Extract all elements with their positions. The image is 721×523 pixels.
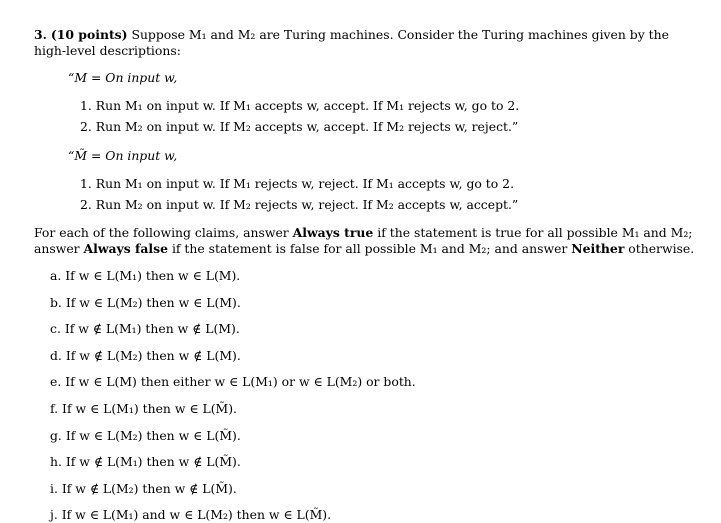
claim-text: If w ∉ L(M₂) then w ∉ L(M). xyxy=(65,348,241,363)
claim-label: j. xyxy=(50,507,58,522)
claim-c xyxy=(50,321,240,337)
claim-label: h. xyxy=(50,454,62,469)
claim-j xyxy=(50,507,331,523)
claim-g xyxy=(50,428,241,444)
claim-label: a. xyxy=(50,268,62,283)
machine-m-tilde-step-1: 1. Run M₁ on input w. If M₁ rejects w, reject. If M₁ accepts w, go to 2. xyxy=(80,176,515,191)
always-true-label: Always true xyxy=(292,225,374,240)
problem-intro-line-2: high-level descriptions: xyxy=(34,43,181,58)
claim-text: If w ∉ L(M₁) then w ∉ L(M). xyxy=(64,321,240,336)
claim-label: e. xyxy=(50,374,62,389)
problem-intro-text-1: Suppose M₁ and M₂ are Turing machines. Consider the Turing machines given by the xyxy=(131,27,669,42)
problem-number: 3. xyxy=(34,27,47,42)
instructions-line-1 xyxy=(34,225,693,241)
claim-text: If w ∉ L(M₂) then w ∉ L(M̃). xyxy=(61,481,237,496)
claim-i xyxy=(50,481,237,497)
claim-label: b. xyxy=(50,295,62,310)
instructions-text-1b: if the statement is true for all possible M₁ and M₂; xyxy=(377,225,693,240)
claim-label: g. xyxy=(50,428,62,443)
claim-text: If w ∈ L(M₂) then w ∈ L(M). xyxy=(65,295,241,310)
claim-text: If w ∉ L(M₁) then w ∉ L(M̃). xyxy=(65,454,241,469)
instructions-text-2a: answer xyxy=(34,241,80,256)
claim-a xyxy=(50,268,240,284)
claim-e xyxy=(50,374,416,390)
claim-text: If w ∈ L(M₁) then w ∈ L(M̃). xyxy=(62,401,237,416)
claim-text: If w ∈ L(M) then either w ∈ L(M₁) or w ∈ L(M₂) or both. xyxy=(65,374,416,389)
claim-text: If w ∈ L(M₁) then w ∈ L(M). xyxy=(65,268,241,283)
neither-label: Neither xyxy=(571,241,625,256)
claim-b xyxy=(50,295,241,311)
machine-m-header: “M = On input w, xyxy=(68,70,178,85)
claim-d xyxy=(50,348,241,364)
claim-label: i. xyxy=(50,481,58,496)
instructions-line-2 xyxy=(34,241,694,257)
claim-label: d. xyxy=(50,348,62,363)
claim-label: c. xyxy=(50,321,61,336)
machine-m-tilde-header: “M̃ = On input w, xyxy=(68,148,178,163)
instructions-text-1a: For each of the following claims, answer xyxy=(34,225,289,240)
problem-intro-line-1 xyxy=(34,27,669,43)
machine-m-step-1: 1. Run M₁ on input w. If M₁ accepts w, accept. If M₁ rejects w, go to 2. xyxy=(80,98,520,113)
claim-label: f. xyxy=(50,401,59,416)
claim-text: If w ∈ L(M₂) then w ∈ L(M̃). xyxy=(65,428,241,443)
machine-m-step-2: 2. Run M₂ on input w. If M₂ accepts w, accept. If M₂ rejects w, reject.” xyxy=(80,119,519,134)
machine-m-tilde-step-2: 2. Run M₂ on input w. If M₂ rejects w, reject. If M₂ accepts w, accept.” xyxy=(80,197,519,212)
instructions-text-2c: otherwise. xyxy=(628,241,695,256)
problem-points: (10 points) xyxy=(50,27,128,42)
always-false-label: Always false xyxy=(83,241,168,256)
claim-text: If w ∈ L(M₁) and w ∈ L(M₂) then w ∈ L(M̃). xyxy=(61,507,332,522)
instructions-text-2b: if the statement is false for all possible M₁ and M₂; and answer xyxy=(171,241,568,256)
claim-f xyxy=(50,401,237,417)
claim-h xyxy=(50,454,241,470)
